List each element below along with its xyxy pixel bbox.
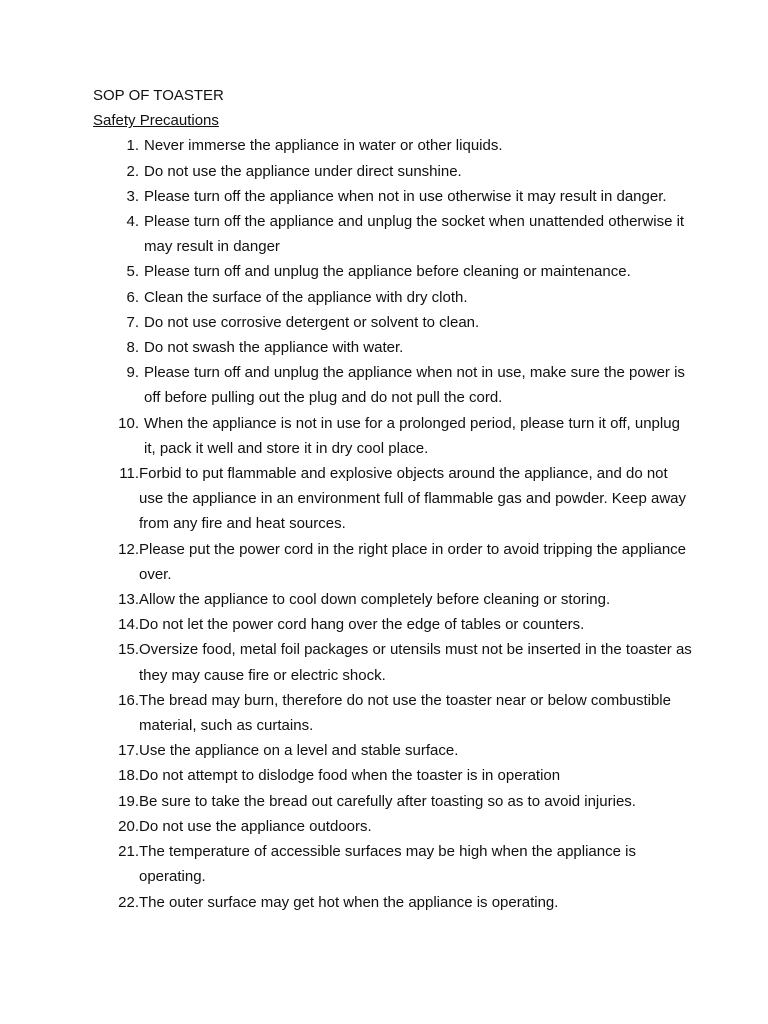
list-item-number: 19. <box>118 792 139 810</box>
list-item <box>93 209 693 259</box>
list-item-text: Clean the surface of the appliance with dry cloth. <box>144 288 468 306</box>
list-item <box>93 612 693 637</box>
list-item-number: 18. <box>118 767 139 785</box>
list-item-text: Oversize food, metal foil packages or utensils must not be inserted in the toaster as they may cause fire or electric shock. <box>139 641 692 684</box>
list-item-number: 12. <box>118 540 139 558</box>
list-item-number: 17. <box>118 742 139 760</box>
list-item-number: 21. <box>118 843 139 861</box>
list-item-text: The bread may burn, therefore do not use the toaster near or below combustible material, such as curtains. <box>139 691 671 735</box>
list-item <box>93 310 693 335</box>
list-item <box>93 537 693 587</box>
list-item-text: Please turn off the appliance and unplug the socket when unattended otherwise it may result in danger <box>144 213 685 256</box>
section-heading-safety-precautions: Safety Precautions <box>93 112 219 130</box>
list-item-text: Do not attempt to dislodge food when the toaster is in operation <box>139 767 561 785</box>
list-item-text: Be sure to take the bread out carefully after toasting so as to avoid injuries. <box>139 792 636 810</box>
list-item <box>93 184 693 209</box>
document-content <box>93 83 693 915</box>
list-item <box>93 738 693 763</box>
list-item <box>93 461 693 537</box>
list-item-text: When the appliance is not in use for a prolonged period, please turn it off, unplug it, pack it well and store it in dry cool place. <box>144 414 680 457</box>
list-item-number: 4. <box>126 213 139 231</box>
list-item-number: 7. <box>126 313 139 331</box>
list-item <box>93 763 693 788</box>
list-item <box>93 587 693 612</box>
list-item <box>93 688 693 738</box>
list-item-number: 13. <box>118 591 139 609</box>
list-item-text: Do not use the appliance under direct sunshine. <box>144 162 462 180</box>
list-item-text: Do not swash the appliance with water. <box>144 339 404 357</box>
list-item-text: Allow the appliance to cool down completely before cleaning or storing. <box>139 591 611 609</box>
list-item-text: Do not use the appliance outdoors. <box>139 817 372 835</box>
list-item-number: 3. <box>126 187 139 205</box>
list-item-text: Please put the power cord in the right place in order to avoid tripping the appliance over. <box>139 540 687 583</box>
list-item <box>93 285 693 310</box>
list-item-number: 9. <box>126 364 139 382</box>
list-item <box>93 259 693 284</box>
list-item <box>93 133 693 158</box>
list-item-number: 1. <box>126 137 139 155</box>
list-item-number: 11. <box>119 465 139 483</box>
list-item-text: Please turn off and unplug the appliance before cleaning or maintenance. <box>144 263 631 281</box>
list-item <box>93 814 693 839</box>
list-item <box>93 159 693 184</box>
safety-precautions-list <box>93 133 693 914</box>
list-item <box>93 360 693 410</box>
list-item-number: 8. <box>126 339 139 357</box>
list-item <box>93 890 693 915</box>
list-item-number: 5. <box>126 263 139 281</box>
list-item <box>93 411 693 461</box>
list-item-number: 2. <box>126 162 139 180</box>
document-title: SOP OF TOASTER <box>93 87 224 104</box>
list-item-number: 22. <box>118 893 139 911</box>
list-item-text: Please turn off and unplug the appliance when not in use, make sure the power is off before pulling out the plug and do not pull the cord. <box>144 364 685 407</box>
list-item-number: 10. <box>118 414 139 432</box>
list-item-text: Never immerse the appliance in water or other liquids. <box>144 137 503 155</box>
list-item-number: 6. <box>126 288 139 306</box>
list-item-text: Forbid to put flammable and explosive objects around the appliance, and do not use the appliance in an environment full of flammable gas and powder. Keep away from any fire and heat sources. <box>139 465 687 533</box>
list-item-text: Do not use corrosive detergent or solvent to clean. <box>144 313 480 331</box>
list-item-number: 15. <box>118 641 139 659</box>
list-item-number: 14. <box>118 616 139 634</box>
list-item-number: 20. <box>118 817 139 835</box>
list-item <box>93 335 693 360</box>
list-item <box>93 789 693 814</box>
list-item-text: The outer surface may get hot when the appliance is operating. <box>139 893 559 911</box>
list-item-text: Please turn off the appliance when not in use otherwise it may result in danger. <box>144 187 667 205</box>
list-item-text: Use the appliance on a level and stable surface. <box>139 742 459 760</box>
list-item <box>93 637 693 687</box>
list-item <box>93 839 693 889</box>
list-item-text: Do not let the power cord hang over the edge of tables or counters. <box>139 616 585 634</box>
list-item-number: 16. <box>118 691 139 709</box>
list-item-text: The temperature of accessible surfaces may be high when the appliance is operating. <box>139 843 636 886</box>
